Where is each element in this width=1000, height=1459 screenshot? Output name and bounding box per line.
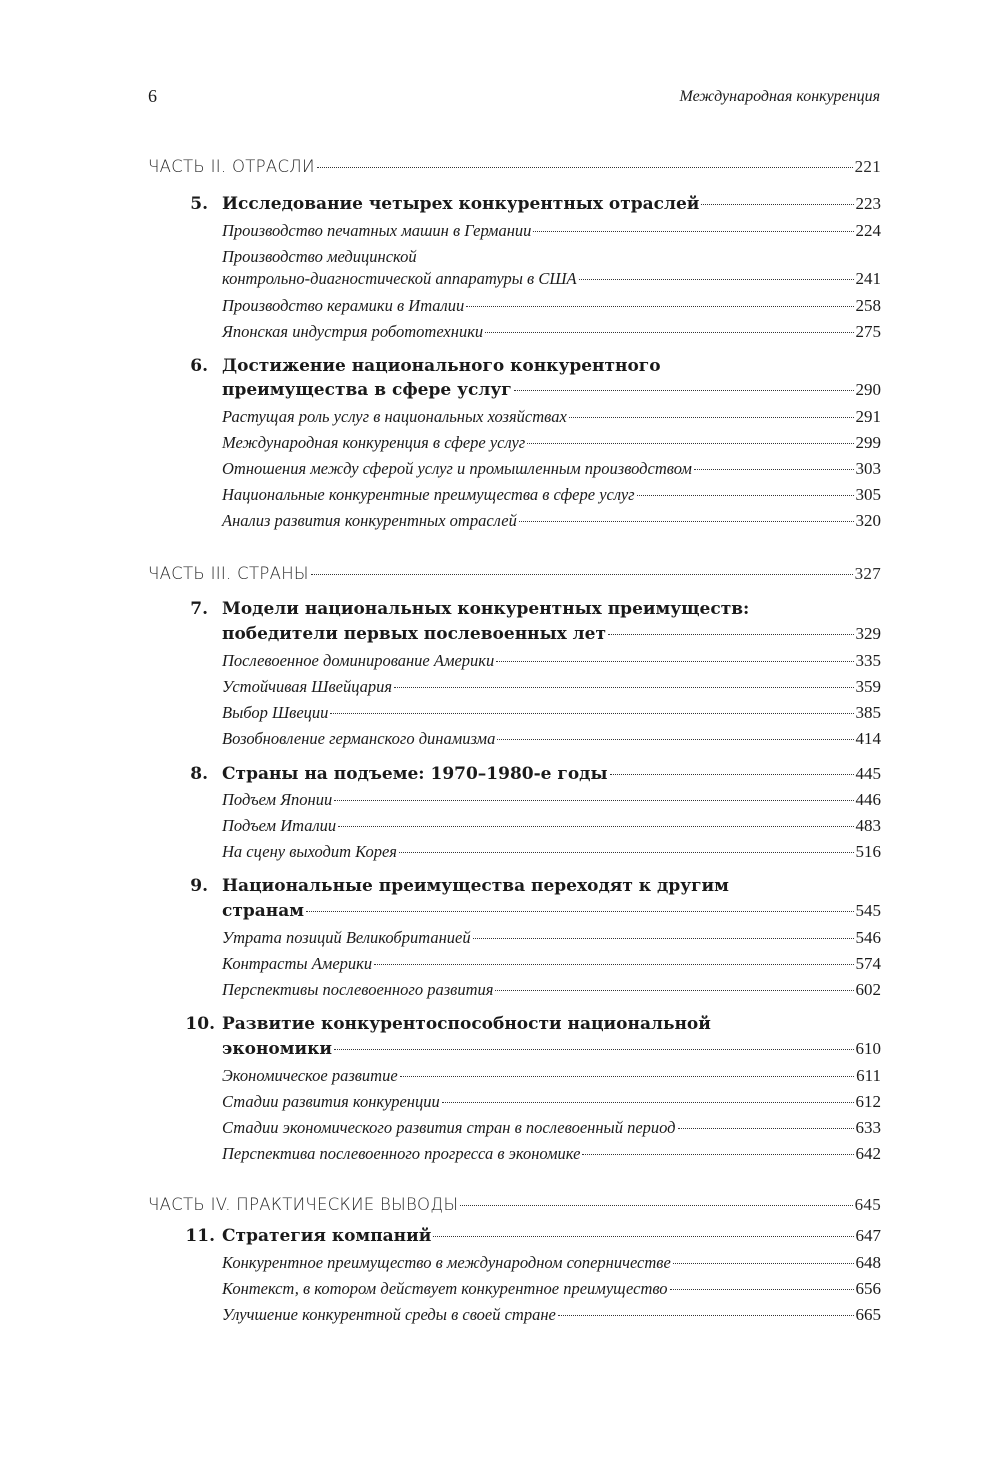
chapter-title: Стратегия компаний bbox=[222, 1226, 432, 1246]
toc-section[interactable] bbox=[222, 485, 881, 505]
dot-leader bbox=[497, 739, 853, 740]
chapter-title-line1: Модели национальных конкурентных преимуществ: bbox=[222, 599, 750, 619]
page-ref: 241 bbox=[855, 269, 881, 288]
running-title: Международная конкуренция bbox=[679, 88, 880, 105]
page-ref: 516 bbox=[855, 842, 881, 861]
dot-leader bbox=[442, 1102, 854, 1103]
page-ref: 305 bbox=[855, 485, 881, 504]
section-title: Экономическое развитие bbox=[222, 1066, 398, 1085]
page-ref: 221 bbox=[854, 157, 881, 176]
part-label: ЧАСТЬ IV. ПРАКТИЧЕСКИЕ ВЫВОДЫ bbox=[148, 1195, 459, 1214]
section-title: Конкурентное преимущество в международном соперничестве bbox=[222, 1253, 671, 1272]
dot-leader bbox=[311, 574, 853, 575]
dot-leader bbox=[374, 964, 853, 965]
dot-leader bbox=[334, 1049, 853, 1050]
chapter-number: 11. bbox=[185, 1226, 215, 1246]
page-ref: 656 bbox=[855, 1279, 881, 1298]
toc-section[interactable] bbox=[222, 1279, 881, 1299]
dot-leader bbox=[558, 1315, 854, 1316]
dot-leader bbox=[673, 1263, 854, 1264]
page-ref: 329 bbox=[855, 624, 881, 643]
page-ref: 611 bbox=[856, 1066, 881, 1085]
page-ref: 327 bbox=[854, 564, 881, 583]
section-title: контрольно-диагностической аппаратуры в США bbox=[222, 269, 577, 288]
dot-leader bbox=[582, 1154, 853, 1155]
page-ref: 665 bbox=[855, 1305, 881, 1324]
toc-section[interactable] bbox=[222, 296, 881, 316]
dot-leader bbox=[608, 634, 853, 635]
part-label: ЧАСТЬ III. СТРАНЫ bbox=[148, 564, 309, 583]
dot-leader bbox=[527, 443, 853, 444]
dot-leader bbox=[496, 661, 853, 662]
section-title: Производство керамики в Италии bbox=[222, 296, 465, 315]
dot-leader bbox=[495, 990, 853, 991]
page-ref: 303 bbox=[855, 459, 881, 478]
toc-section[interactable] bbox=[222, 651, 881, 671]
toc-chapter-7[interactable] bbox=[222, 624, 881, 644]
toc-section[interactable] bbox=[222, 407, 881, 427]
dot-leader bbox=[637, 495, 854, 496]
toc-section[interactable] bbox=[222, 954, 881, 974]
toc-chapter-6[interactable] bbox=[222, 380, 881, 400]
toc-section[interactable] bbox=[222, 1305, 881, 1325]
toc-section[interactable] bbox=[222, 677, 881, 697]
toc-chapter-8[interactable] bbox=[222, 764, 881, 784]
part-label: ЧАСТЬ II. ОТРАСЛИ bbox=[148, 157, 315, 176]
toc-section[interactable] bbox=[222, 980, 881, 1000]
toc-section[interactable] bbox=[222, 816, 881, 836]
page-ref: 445 bbox=[855, 764, 881, 783]
section-title: Перспектива послевоенного прогресса в экономике bbox=[222, 1144, 581, 1163]
toc-section[interactable] bbox=[222, 322, 881, 342]
toc-section[interactable] bbox=[222, 269, 881, 289]
chapter-number: 6. bbox=[190, 356, 208, 376]
chapter-number: 9. bbox=[190, 876, 208, 896]
toc-section[interactable] bbox=[222, 928, 881, 948]
chapter-title: Исследование четырех конкурентных отраслей bbox=[222, 194, 700, 214]
chapter-title-line1: Достижение национального конкурентного bbox=[222, 356, 661, 376]
chapter-number: 8. bbox=[190, 764, 208, 784]
dot-leader bbox=[485, 332, 853, 333]
dot-leader bbox=[400, 1076, 854, 1077]
page-ref: 648 bbox=[855, 1253, 881, 1272]
section-title: Национальные конкурентные преимущества в сфере услуг bbox=[222, 485, 635, 504]
section-title: Подъем Японии bbox=[222, 790, 333, 809]
section-title: Возобновление германского динамизма bbox=[222, 729, 496, 748]
toc-section[interactable] bbox=[222, 1253, 881, 1273]
toc-section[interactable] bbox=[222, 790, 881, 810]
toc-section[interactable] bbox=[222, 703, 881, 723]
section-title: Подъем Италии bbox=[222, 816, 337, 835]
page-ref: 359 bbox=[855, 677, 881, 696]
page-ref: 290 bbox=[855, 380, 881, 399]
chapter-number: 5. bbox=[190, 194, 208, 214]
dot-leader bbox=[460, 1205, 852, 1206]
section-title: Отношения между сферой услуг и промышленным производством bbox=[222, 459, 692, 478]
chapter-title: странам bbox=[222, 901, 305, 921]
section-title: Японская индустрия робототехники bbox=[222, 322, 484, 341]
toc-section[interactable] bbox=[222, 729, 881, 749]
toc-section[interactable] bbox=[222, 1144, 881, 1164]
page-ref: 612 bbox=[855, 1092, 881, 1111]
dot-leader bbox=[306, 911, 853, 912]
page-ref: 642 bbox=[855, 1144, 881, 1163]
chapter-title: Страны на подъеме: 1970–1980-е годы bbox=[222, 764, 608, 784]
section-title: Выбор Швеции bbox=[222, 703, 329, 722]
page-ref: 275 bbox=[855, 322, 881, 341]
section-title: Устойчивая Швейцария bbox=[222, 677, 393, 696]
section-title: Улучшение конкурентной среды в своей стране bbox=[222, 1305, 556, 1324]
chapter-number: 7. bbox=[190, 599, 208, 619]
dot-leader bbox=[579, 279, 854, 280]
toc-chapter-9[interactable] bbox=[222, 901, 881, 921]
page-ref: 385 bbox=[855, 703, 881, 722]
page-ref: 258 bbox=[855, 296, 881, 315]
section-title: Стадии экономического развития стран в послевоенный период bbox=[222, 1118, 676, 1137]
dot-leader bbox=[610, 774, 854, 775]
dot-leader bbox=[317, 167, 853, 168]
section-title: Перспективы послевоенного развития bbox=[222, 980, 494, 999]
page-ref: 335 bbox=[855, 651, 881, 670]
page-ref: 414 bbox=[855, 729, 881, 748]
section-title: Контрасты Америки bbox=[222, 954, 373, 973]
page-ref: 224 bbox=[855, 221, 881, 240]
dot-leader bbox=[701, 204, 853, 205]
section-title: Контекст, в котором действует конкурентное преимущество bbox=[222, 1279, 668, 1298]
section-title-line1: Производство медицинской bbox=[222, 247, 417, 266]
page-ref: 610 bbox=[855, 1039, 881, 1058]
toc-section[interactable] bbox=[222, 511, 881, 531]
dot-leader bbox=[694, 469, 854, 470]
toc-section[interactable] bbox=[222, 842, 881, 862]
chapter-title: победители первых послевоенных лет bbox=[222, 624, 607, 644]
chapter-number: 10. bbox=[185, 1014, 215, 1034]
page-ref: 299 bbox=[855, 433, 881, 452]
page-ref: 446 bbox=[855, 790, 881, 809]
toc-section[interactable] bbox=[222, 433, 881, 453]
chapter-title: преимущества в сфере услуг bbox=[222, 380, 512, 400]
section-title: Производство печатных машин в Германии bbox=[222, 221, 532, 240]
dot-leader bbox=[670, 1289, 854, 1290]
dot-leader bbox=[473, 938, 854, 939]
page-ref: 483 bbox=[855, 816, 881, 835]
dot-leader bbox=[514, 390, 854, 391]
dot-leader bbox=[399, 852, 854, 853]
page-ref: 291 bbox=[855, 407, 881, 426]
page-ref: 574 bbox=[855, 954, 881, 973]
chapter-title-line1: Национальные преимущества переходят к другим bbox=[222, 876, 729, 896]
toc-section[interactable] bbox=[222, 1118, 881, 1138]
section-title: Растущая роль услуг в национальных хозяйствах bbox=[222, 407, 567, 426]
page-ref: 602 bbox=[855, 980, 881, 999]
dot-leader bbox=[519, 521, 854, 522]
dot-leader bbox=[466, 306, 853, 307]
section-title: Анализ развития конкурентных отраслей bbox=[222, 511, 517, 530]
dot-leader bbox=[334, 800, 853, 801]
page-ref: 545 bbox=[855, 901, 881, 920]
toc-section[interactable] bbox=[222, 459, 881, 479]
section-title: Стадии развития конкуренции bbox=[222, 1092, 440, 1111]
dot-leader bbox=[569, 417, 854, 418]
page-ref: 645 bbox=[854, 1195, 881, 1214]
toc-section[interactable] bbox=[222, 1066, 881, 1086]
section-title: Послевоенное доминирование Америки bbox=[222, 651, 495, 670]
section-title: Утрата позиций Великобританией bbox=[222, 928, 471, 947]
section-title: На сцену выходит Корея bbox=[222, 842, 397, 861]
page-ref: 633 bbox=[855, 1118, 881, 1137]
toc-chapter-5[interactable] bbox=[222, 194, 881, 214]
dot-leader bbox=[533, 231, 853, 232]
toc-part-4[interactable] bbox=[148, 1195, 881, 1215]
section-title: Международная конкуренция в сфере услуг bbox=[222, 433, 526, 452]
page-ref: 647 bbox=[855, 1226, 881, 1245]
chapter-title-line1: Развитие конкурентоспособности национальной bbox=[222, 1014, 711, 1034]
toc-section[interactable] bbox=[222, 1092, 881, 1112]
page-ref: 223 bbox=[855, 194, 881, 213]
page-ref: 546 bbox=[855, 928, 881, 947]
page-number: 6 bbox=[148, 86, 157, 106]
dot-leader bbox=[678, 1128, 854, 1129]
chapter-title: экономики bbox=[222, 1039, 333, 1059]
dot-leader bbox=[338, 826, 853, 827]
dot-leader bbox=[330, 713, 853, 714]
page-ref: 320 bbox=[855, 511, 881, 530]
dot-leader bbox=[433, 1236, 853, 1237]
dot-leader bbox=[394, 687, 853, 688]
toc-chapter-11[interactable] bbox=[222, 1226, 881, 1246]
toc-part-2[interactable] bbox=[148, 157, 881, 177]
toc-section[interactable] bbox=[222, 221, 881, 241]
toc-chapter-10[interactable] bbox=[222, 1039, 881, 1059]
toc-part-3[interactable] bbox=[148, 564, 881, 584]
